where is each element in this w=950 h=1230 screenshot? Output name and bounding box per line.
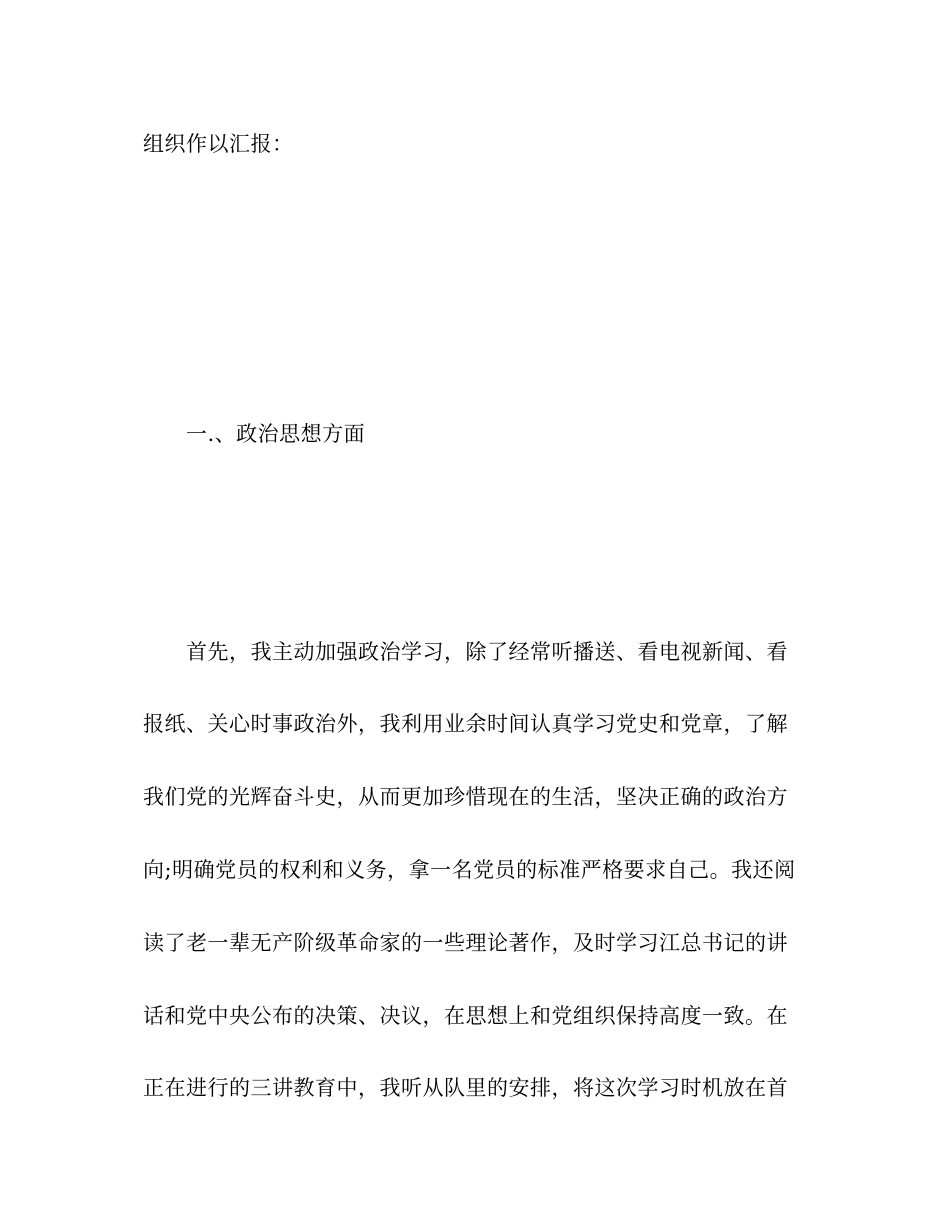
paragraph-line: 向;明确党员的权利和义务，拿一名党员的标准严格要求自己。我还阅 <box>143 858 796 882</box>
paragraph-line: 我们党的光辉奋斗史，从而更加珍惜现在的生活，坚决正确的政治方 <box>143 785 788 809</box>
paragraph-line: 报纸、关心时事政治外，我利用业余时间认真学习党史和党章，了解 <box>143 712 788 736</box>
paragraph-line: 首先，我主动加强政治学习，除了经常听播送、看电视新闻、看 <box>186 640 788 664</box>
paragraph-line: 正在进行的三讲教育中，我听从队里的安排，将这次学习时机放在首 <box>143 1076 788 1100</box>
section-heading: 一.、政治思想方面 <box>186 422 366 446</box>
paragraph-line: 读了老一辈无产阶级革命家的一些理论著作，及时学习江总书记的讲 <box>143 931 788 955</box>
paragraph-line: 话和党中央公布的决策、决议，在思想上和党组织保持高度一致。在 <box>143 1004 788 1028</box>
intro-text: 组织作以汇报： <box>143 132 294 156</box>
